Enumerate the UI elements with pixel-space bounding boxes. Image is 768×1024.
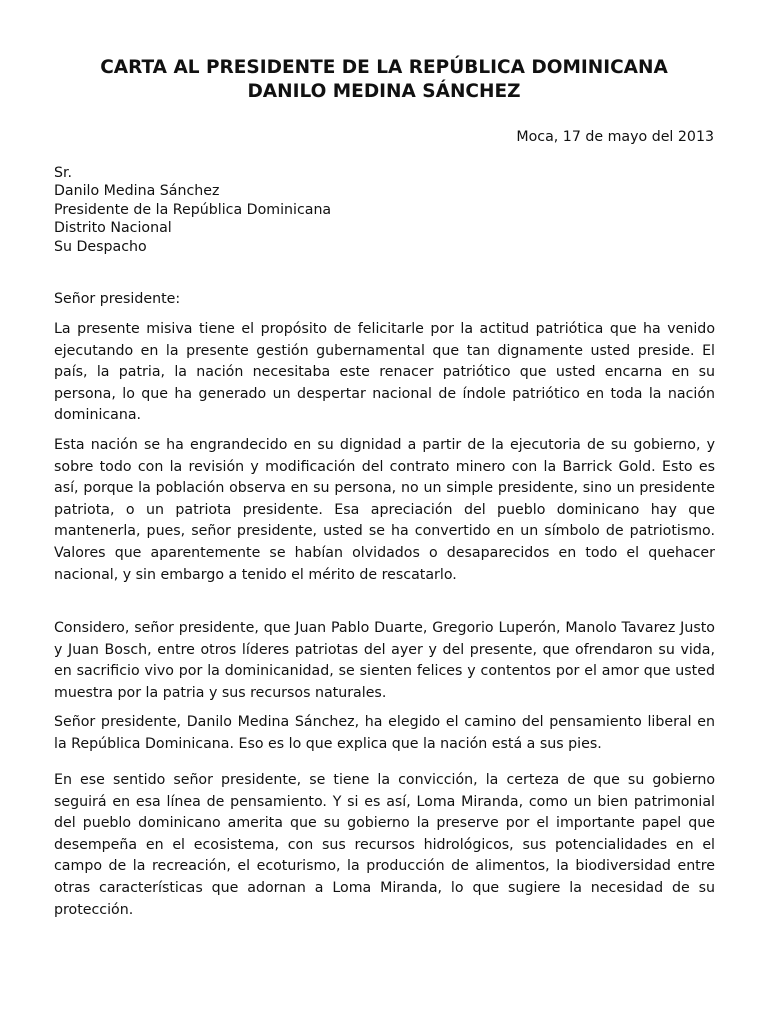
- date-line: Moca, 17 de mayo del 2013: [516, 129, 714, 145]
- address-line: Sr.: [54, 165, 73, 181]
- body-paragraph: Esta nación se ha engrandecido en su dignidad a partir de la ejecutoria de su gobierno, y sobre todo con la revisión y modificación del contrato minero con la Barrick Gold. Esto es así, porque la población observa en su persona, no un simple presidente, sino un presidente patriota, o un patriota presidente. Esa apreciación del pueblo dominicano hay que mantenerla, pues, señor presidente, usted se ha convertido en un símbolo de patriotismo. Valores que aparentemente se habían olvidados o desaparecidos en todo el quehacer nacional, y sin embargo a tenido el mérito de rescatarlo.: [54, 437, 715, 583]
- letter-title-line-2: DANILO MEDINA SÁNCHEZ: [247, 81, 521, 102]
- address-line: Su Despacho: [54, 238, 147, 255]
- salutation: Señor presidente:: [54, 291, 181, 307]
- address-line: Presidente de la República Dominicana: [54, 201, 332, 218]
- recipient-address: [54, 164, 331, 256]
- body-paragraph: La presente misiva tiene el propósito de felicitarle por la actitud patriótica que ha venido ejecutando en la presente gestión gubernamental que tan dignamente usted preside. El país, la patria, la nación necesitaba este renacer patriótico que usted encarna en su persona, lo que ha generado un despertar nacional de índole patriótico en toda la nación dominicana.: [54, 321, 715, 424]
- body-paragraph: Señor presidente, Danilo Medina Sánchez, ha elegido el camino del pensamiento liberal en la República Dominicana. Eso es lo que explica que la nación está a sus pies.: [54, 714, 715, 752]
- letter-title-line-1: CARTA AL PRESIDENTE DE LA REPÚBLICA DOMINICANA: [100, 57, 668, 78]
- body-paragraph: Considero, señor presidente, que Juan Pablo Duarte, Gregorio Luperón, Manolo Tavarez Justo y Juan Bosch, entre otros líderes patriotas del ayer y del presente, que ofrendaron su vida, en sacrificio vivo por la dominicanidad, se sienten felices y contentos por el amor que usted muestra por la patria y sus recursos naturales.: [54, 620, 715, 701]
- address-line: Danilo Medina Sánchez: [54, 183, 220, 200]
- body-paragraph: En ese sentido señor presidente, se tiene la convicción, la certeza de que su gobierno seguirá en esa línea de pensamiento. Y si es así, Loma Miranda, como un bien patrimonial del pueblo dominicano amerita que su gobierno la preserve por el importante papel que desempeña en el ecosistema, con sus recursos hidrológicos, sus potencialidades en el campo de la recreación, el ecoturismo, la producción de alimentos, la biodiversidad entre otras características que adornan a Loma Miranda, lo que sugiere la necesidad de su protección.: [54, 772, 715, 918]
- address-line: Distrito Nacional: [54, 220, 172, 237]
